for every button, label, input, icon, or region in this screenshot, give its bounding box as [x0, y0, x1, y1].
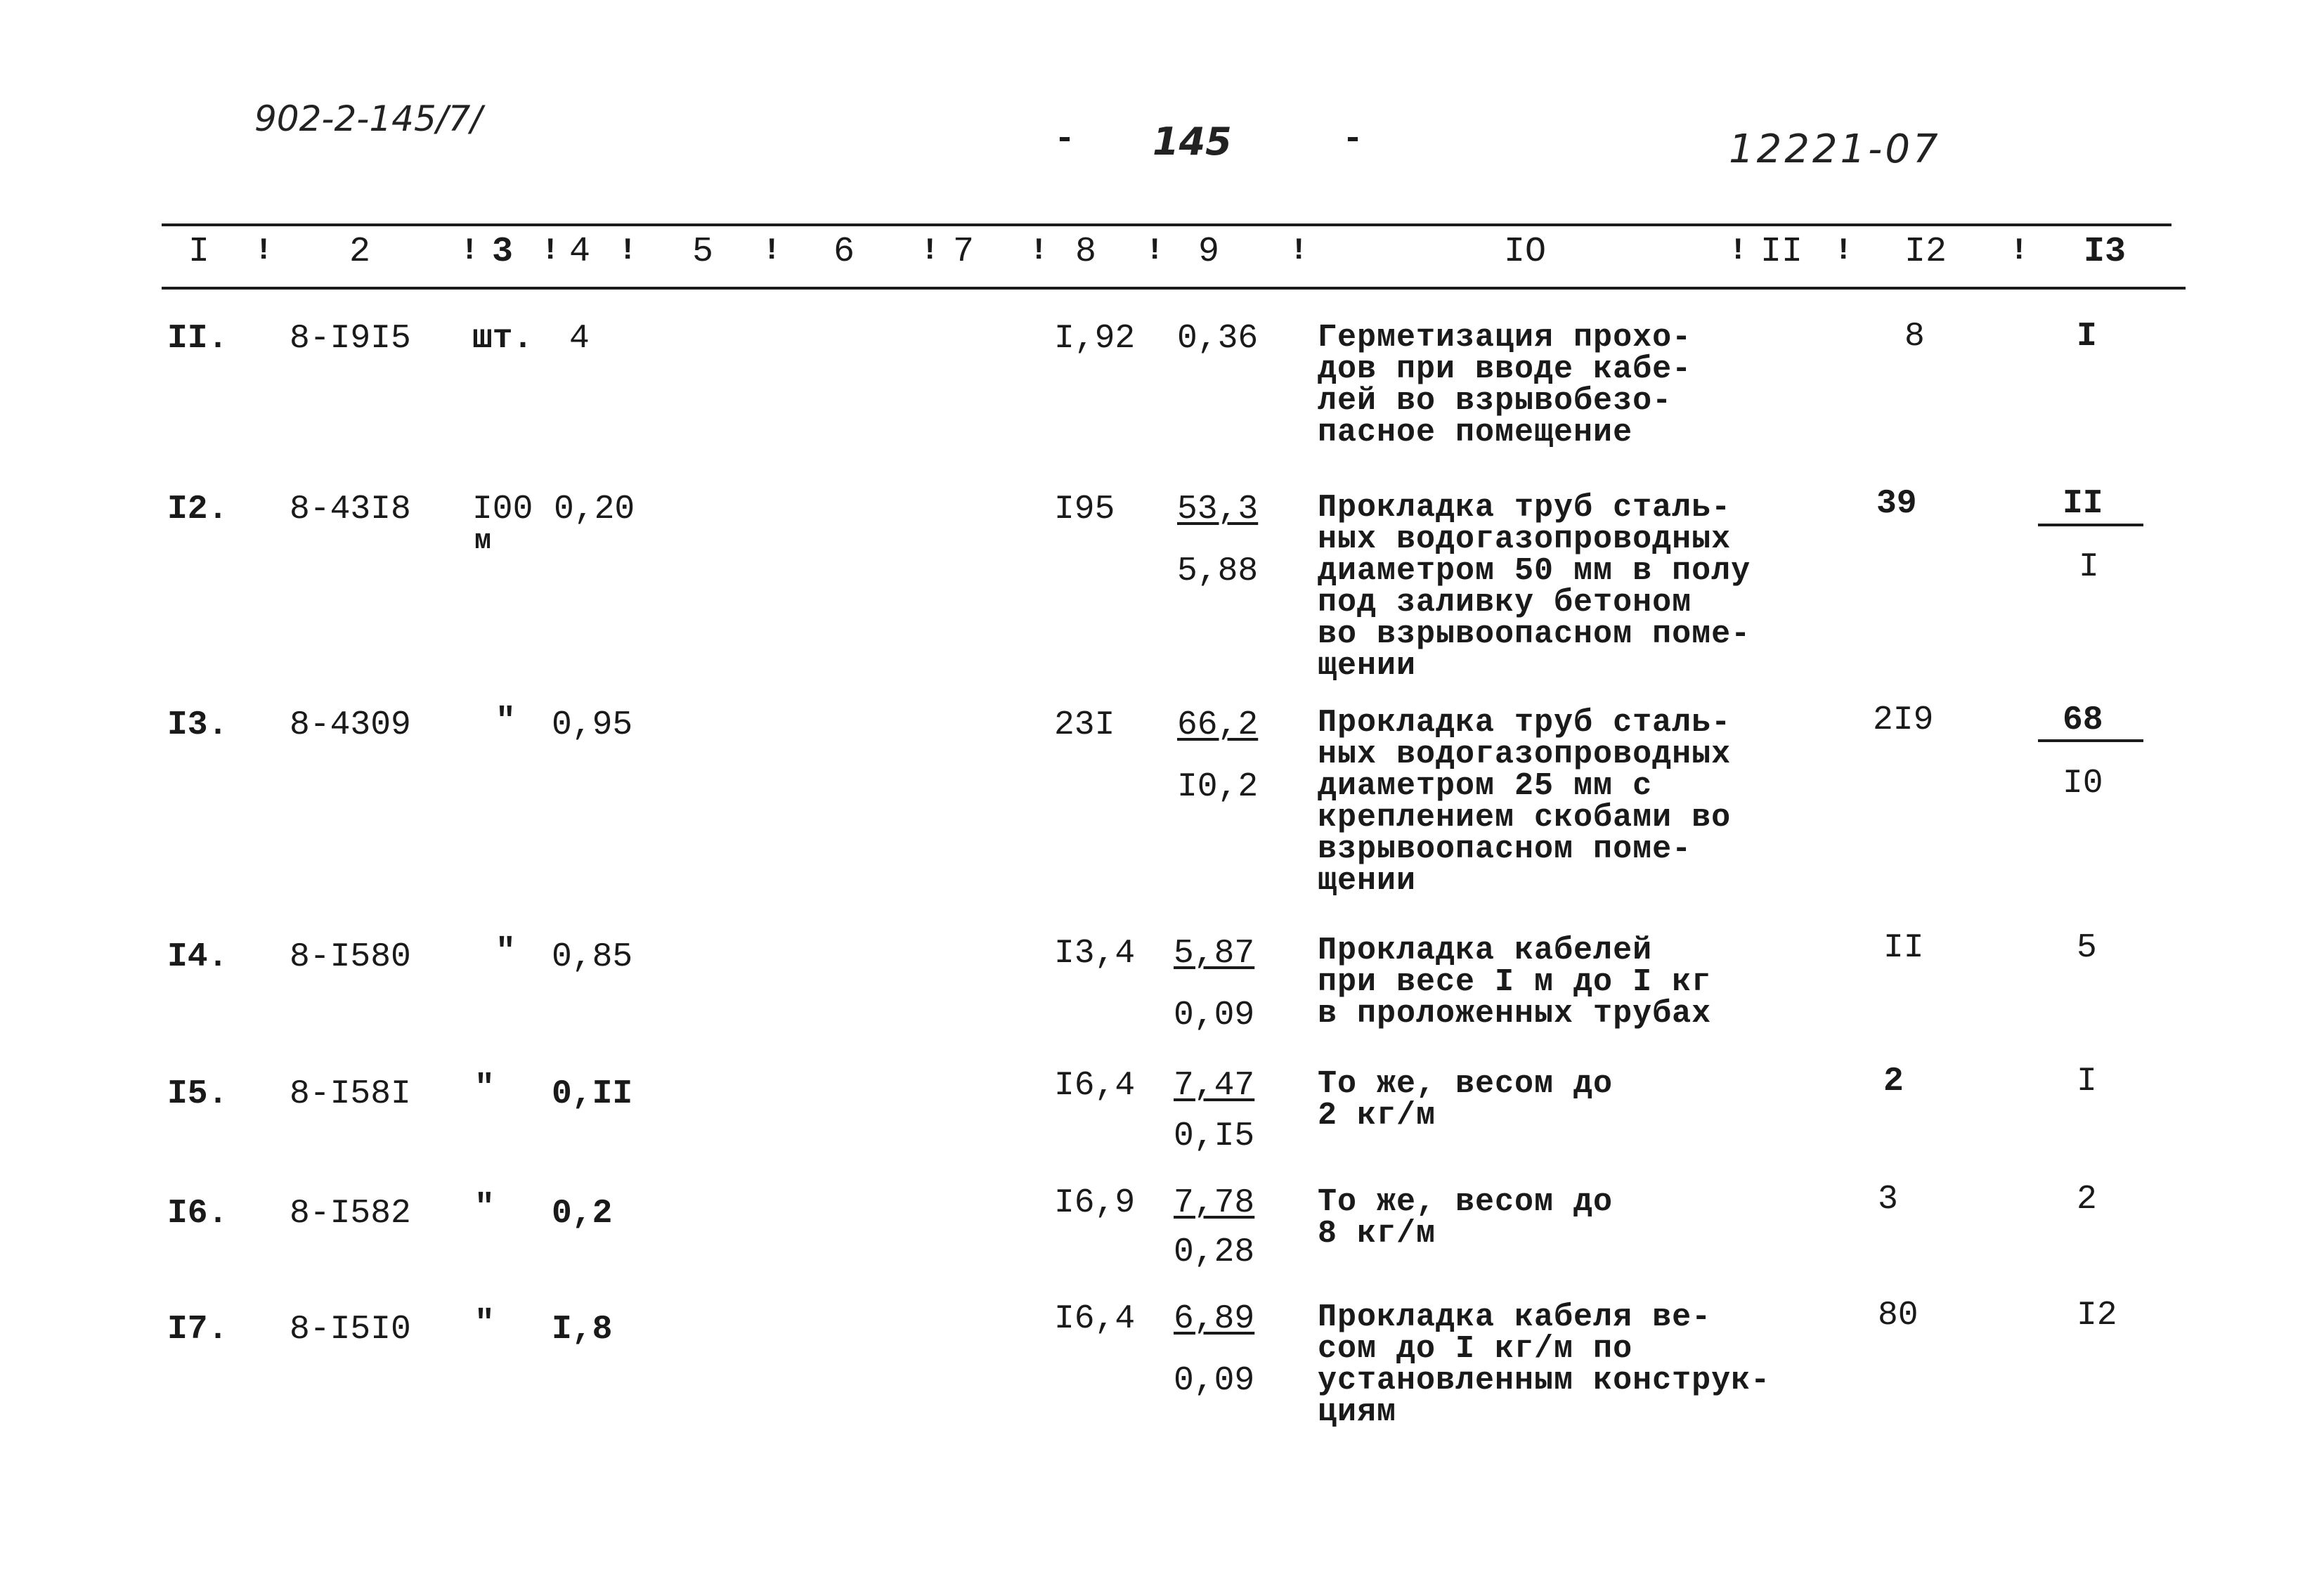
col13-bottom-value: I0	[2063, 765, 2103, 803]
col12-value: 8	[1904, 318, 1925, 356]
col12-value: 2	[1883, 1063, 1904, 1101]
col13-value: I	[2077, 1063, 2097, 1101]
col9-top-value: 7,78	[1174, 1184, 1255, 1222]
col9-top-value: 5,87	[1174, 935, 1255, 973]
column-separator: !	[2010, 233, 2029, 268]
unit: шт.	[472, 320, 533, 358]
page-dash-right: -	[1342, 119, 1364, 160]
quantity: 0,2	[552, 1195, 613, 1233]
col9-top-value: 53,3	[1177, 491, 1259, 528]
col13-value: 5	[2077, 929, 2097, 967]
rate-code: 8-43I8	[290, 491, 411, 528]
work-description: Прокладка кабелей при весе I м до I кг в проложенных трубах	[1318, 933, 1712, 1032]
page-dash-left: -	[1054, 119, 1076, 160]
column-separator: !	[1290, 233, 1309, 268]
quantity: 0,II	[552, 1075, 633, 1113]
fraction-rule	[2038, 739, 2143, 742]
column-header-1: I	[188, 232, 210, 272]
unit-line2: м	[474, 526, 492, 557]
col9-bottom-value: 0,28	[1174, 1233, 1255, 1271]
column-header-9: 9	[1198, 232, 1220, 272]
rate-code: 8-I58I	[290, 1075, 411, 1113]
column-separator: !	[1729, 233, 1748, 268]
unit: "	[495, 933, 516, 971]
column-separator: !	[618, 233, 637, 268]
row-number: I6.	[167, 1195, 228, 1233]
unit: "	[474, 1070, 495, 1108]
fraction-rule	[2038, 524, 2143, 526]
column-header-3: 3	[492, 232, 514, 272]
row-number: I4.	[167, 938, 228, 976]
col9-bottom-value: 0,I5	[1174, 1117, 1255, 1155]
document-code: 902-2-145/7/	[254, 98, 483, 139]
row-number: I3.	[167, 706, 228, 744]
column-header-7: 7	[953, 232, 975, 272]
unit: "	[474, 1305, 495, 1343]
table-header-rule	[162, 287, 2186, 290]
column-header-5: 5	[692, 232, 714, 272]
col13-value: 2	[2077, 1181, 2097, 1219]
column-header-6: 6	[833, 232, 855, 272]
col8-value: 23I	[1054, 706, 1115, 744]
quantity: 0,85	[552, 938, 633, 976]
work-description: Прокладка труб сталь- ных водогазопроводных диаметром 50 мм в полу под заливку бетоном во взрывоопасном поме- щении	[1318, 490, 1751, 684]
col8-value: I95	[1054, 491, 1115, 528]
work-description: То же, весом до 2 кг/м	[1318, 1066, 1614, 1134]
work-description: Прокладка труб сталь- ных водогазопроводных диаметром 25 мм с креплением скобами во взрывоопасном поме- щении	[1318, 705, 1732, 899]
row-number: II.	[167, 320, 228, 358]
col13-value: I2	[2077, 1297, 2117, 1335]
col12-value: 3	[1878, 1181, 1898, 1219]
work-description: Прокладка кабеля ве- сом до I кг/м по установленным конструк- циям	[1318, 1299, 1771, 1430]
table-top-rule	[162, 223, 2172, 226]
column-header-8: 8	[1075, 232, 1097, 272]
col9-bottom-value: I0,2	[1177, 768, 1259, 806]
rate-code: 8-I9I5	[290, 320, 411, 358]
column-separator: !	[254, 233, 273, 268]
col13-bottom-value: I	[2079, 548, 2099, 586]
column-separator: !	[1834, 233, 1853, 268]
col8-value: I3,4	[1054, 935, 1136, 973]
col12-value: 39	[1876, 485, 1917, 523]
unit: I00	[472, 491, 533, 528]
row-number: I5.	[167, 1075, 228, 1113]
column-separator: !	[762, 233, 781, 268]
rate-code: 8-4309	[290, 706, 411, 744]
column-header-12: I2	[1904, 232, 1947, 272]
col9-bottom-value: 0,09	[1174, 997, 1255, 1034]
quantity: 0,20	[554, 491, 635, 528]
col8-value: I6,4	[1054, 1300, 1136, 1338]
rate-code: 8-I5I0	[290, 1311, 411, 1349]
col13-value: I	[2077, 318, 2097, 356]
col8-value: I6,9	[1054, 1184, 1136, 1222]
col9-top-value: 66,2	[1177, 706, 1259, 744]
column-separator: !	[460, 233, 479, 268]
col8-value: I6,4	[1054, 1067, 1136, 1105]
quantity: I,8	[552, 1311, 613, 1349]
column-header-10: IO	[1504, 232, 1547, 272]
column-header-11: II	[1760, 232, 1803, 272]
column-separator: !	[1030, 233, 1049, 268]
col12-value: II	[1883, 929, 1924, 967]
column-separator: !	[921, 233, 940, 268]
quantity: 4	[569, 320, 590, 358]
column-header-4: 4	[569, 232, 591, 272]
row-number: I7.	[167, 1311, 228, 1349]
unit: "	[495, 703, 516, 741]
rate-code: 8-I580	[290, 938, 411, 976]
row-number: I2.	[167, 491, 228, 528]
column-separator: !	[1145, 233, 1164, 268]
rate-code: 8-I582	[290, 1195, 411, 1233]
col9-top-value: 7,47	[1174, 1067, 1255, 1105]
sheet-code: 12221-07	[1729, 126, 1941, 172]
unit: "	[474, 1189, 495, 1227]
col9-top-value: 0,36	[1177, 320, 1259, 358]
column-header-2: 2	[349, 232, 371, 272]
column-separator: !	[541, 233, 560, 268]
quantity: 0,95	[552, 706, 633, 744]
work-description: То же, весом до 8 кг/м	[1318, 1184, 1614, 1252]
col12-value: 2I9	[1873, 701, 1934, 739]
col8-value: I,92	[1054, 320, 1136, 358]
col9-bottom-value: 5,88	[1177, 552, 1259, 590]
page-number: 145	[1153, 119, 1232, 164]
col9-bottom-value: 0,09	[1174, 1362, 1255, 1400]
col9-top-value: 6,89	[1174, 1300, 1255, 1338]
work-description: Герметизация прохо- дов при вводе кабе- лей во взрывобезо- пасное помещение	[1318, 320, 1692, 450]
col13-top-value: II	[2063, 485, 2103, 523]
col13-top-value: 68	[2063, 701, 2103, 739]
col12-value: 80	[1878, 1297, 1919, 1335]
column-header-13: I3	[2084, 232, 2127, 272]
